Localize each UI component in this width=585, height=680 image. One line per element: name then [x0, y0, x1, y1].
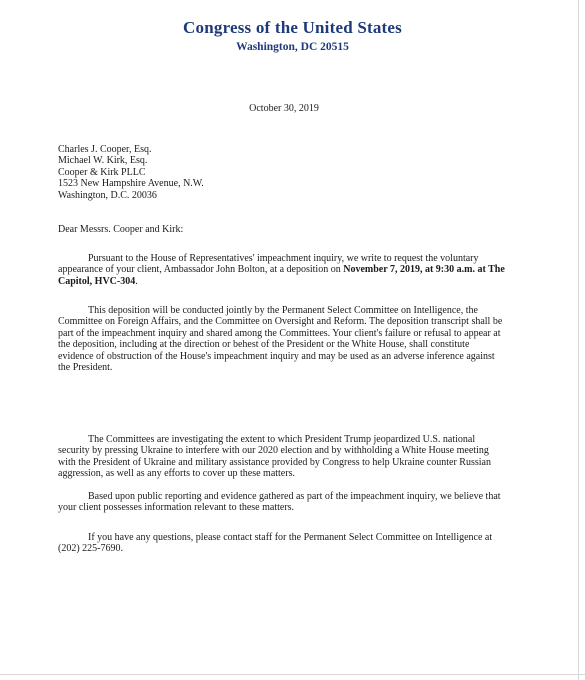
- body-paragraph-3: [58, 434, 506, 480]
- paragraph-text: Based upon public reporting and evidence gathered as part of the impeachment inquiry, we believe that your client possesses information relevant to these matters.: [58, 491, 501, 514]
- letter-date: October 30, 2019: [249, 103, 319, 114]
- address-line: 1523 New Hampshire Avenue, N.W.: [58, 178, 204, 190]
- body-paragraph-4: [58, 491, 506, 514]
- letterhead-title: Congress of the United States: [183, 18, 402, 37]
- letterhead-subtitle: Washington, DC 20515: [236, 41, 349, 53]
- deposition-date-location: November 7, 2019, at 9:30 a.m. at The Capitol, HVC-304: [58, 264, 505, 287]
- paragraph-end: .: [135, 275, 138, 287]
- page-edge-right: [578, 0, 579, 680]
- body-paragraph-1: [58, 253, 506, 287]
- page-edge-bottom: [0, 674, 585, 675]
- address-line: Washington, D.C. 20036: [58, 189, 157, 201]
- paragraph-text: If you have any questions, please contact staff for the Permanent Select Committee on Intelligence at (202) 225-7690.: [58, 532, 493, 555]
- body-paragraph-5: [58, 532, 506, 555]
- address-line: Michael W. Kirk, Esq.: [58, 155, 148, 167]
- paragraph-text: The Committees are investigating the extent to which President Trump jeopardized U.S. national security by pressing Ukraine to interfere with our 2020 election and by withholding a White House meeting with the President of Ukraine and military assistance provided by Congress to help Ukraine counter Russian aggression, as well as any efforts to cover up these matters.: [58, 434, 491, 480]
- recipient-address: [58, 144, 204, 201]
- paragraph-text: Pursuant to the House of Representatives' impeachment inquiry, we write to request the voluntary appearance of your client, Ambassador John Bolton, at a deposition on: [58, 253, 479, 276]
- address-line: Cooper & Kirk PLLC: [58, 166, 146, 178]
- address-line: Charles J. Cooper, Esq.: [58, 144, 152, 155]
- body-paragraph-2: [58, 305, 506, 373]
- paragraph-text: This deposition will be conducted jointly by the Permanent Select Committee on Intelligence, the Committee on Foreign Affairs, and the Committee on Oversight and Reform. The deposition transcript shall be part of the impeachment inquiry and shared among the Committees. Your client's failure or refusal to appear at the deposition, including at the direction or behest of the President or the White House, shall constitute evidence of obstruction of the House's impeachment inquiry and may be used as an adverse inference against the President.: [58, 305, 503, 374]
- salutation: Dear Messrs. Cooper and Kirk:: [58, 224, 184, 235]
